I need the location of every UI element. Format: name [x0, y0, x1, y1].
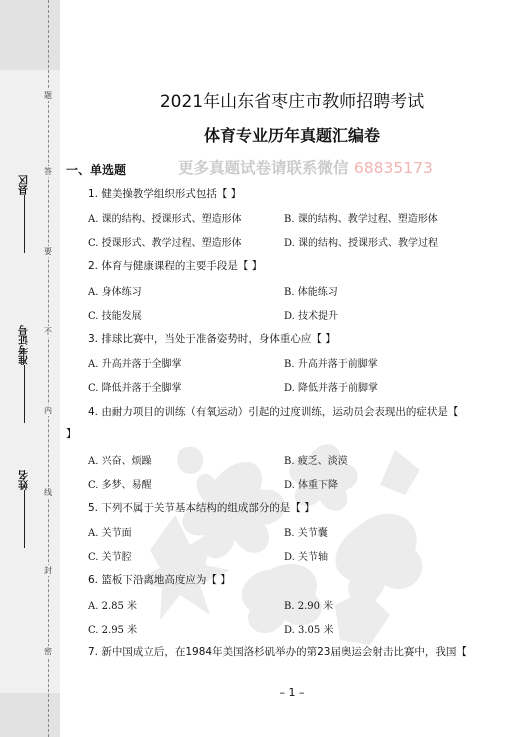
- seal-char: 答: [44, 167, 52, 176]
- question-stem: 6. 篮板下沿离地高度应为【 】: [88, 574, 231, 586]
- binding-strip: [0, 0, 60, 737]
- option-b: B. 升高并落于前脚掌: [284, 359, 378, 370]
- option-a: A. 升高并落于全脚掌: [88, 359, 182, 370]
- option-c: C. 授课形式、教学过程、塑造形体: [88, 238, 242, 249]
- option-a: A. 关节面: [88, 528, 132, 539]
- option-c: C. 关节腔: [88, 552, 132, 563]
- option-d: D. 课的结构、授课形式、教学过程: [284, 238, 439, 249]
- field-county[interactable]: [15, 175, 35, 256]
- watermark: [178, 156, 433, 178]
- page-title: 2021年山东省枣庄市教师招聘考试: [159, 92, 425, 112]
- question-stem: 7. 新中国成立后，在1984年美国洛杉矶举办的第23届奥运会射击比赛中，我国【: [88, 646, 467, 658]
- option-a: A. 2.85 米: [88, 601, 138, 612]
- seal-line: [48, 0, 49, 737]
- seal-char: 密: [44, 647, 52, 656]
- field-underline: [25, 195, 26, 253]
- field-exam-number[interactable]: [15, 325, 35, 426]
- watermark-text: 更多真题试卷请联系微信: [178, 159, 349, 177]
- option-a: A. 兴奋、烦躁: [88, 456, 152, 467]
- field-name[interactable]: [15, 470, 35, 551]
- question-stem: 5. 下列不属于关节基本结构的组成部分的是【 】: [88, 502, 315, 514]
- question-stem-continuation: 】: [66, 428, 77, 440]
- watermark-number: 68835173: [353, 159, 433, 177]
- field-underline: [25, 365, 26, 423]
- option-b: B. 关节囊: [284, 528, 328, 539]
- option-a: A. 课的结构、授课形式、塑造形体: [88, 214, 242, 225]
- option-b: B. 2.90 米: [284, 601, 334, 612]
- option-a: A. 身体练习: [88, 287, 142, 298]
- option-c: C. 多梦、易醒: [88, 480, 152, 491]
- seal-char: 封: [44, 566, 52, 575]
- option-b: B. 体能练习: [284, 287, 338, 298]
- field-label-name: 姓名: [19, 470, 31, 490]
- seal-char: 内: [44, 406, 52, 415]
- option-b: B. 课的结构、教学过程、塑造形体: [284, 214, 438, 225]
- seal-char: 线: [44, 488, 52, 497]
- page-subtitle: 体育专业历年真题汇编卷: [203, 126, 380, 145]
- option-d: D. 体重下降: [284, 480, 339, 491]
- seal-char: 题: [44, 91, 52, 100]
- option-d: D. 降低并落于前脚掌: [284, 383, 379, 394]
- seal-char: 要: [44, 247, 52, 256]
- question-stem: 1. 健美操教学组织形式包括【 】: [88, 188, 242, 200]
- question-stem: 2. 体育与健康课程的主要手段是【 】: [88, 260, 263, 272]
- option-d: D. 关节轴: [284, 552, 329, 563]
- field-underline: [25, 490, 26, 548]
- option-d: D. 3.05 米: [284, 625, 334, 636]
- question-stem: 4. 由耐力项目的训练（有氧运动）引起的过度训练，运动员会表现出的症状是【: [88, 406, 459, 418]
- strip-top-block: [0, 0, 60, 70]
- strip-bottom-block: [0, 693, 60, 737]
- page-number: – 1 –: [279, 686, 305, 699]
- option-c: C. 2.95 米: [88, 625, 138, 636]
- option-c: C. 技能发展: [88, 311, 142, 322]
- field-label-exam-number: 准考证号: [19, 325, 31, 365]
- seal-char: 不: [44, 327, 52, 336]
- option-d: D. 技术提升: [284, 311, 339, 322]
- section-title: 一、单选题: [66, 163, 127, 177]
- option-b: B. 疲乏、淡漠: [284, 456, 348, 467]
- option-c: C. 降低并落于全脚掌: [88, 383, 182, 394]
- field-label-county: 县区: [19, 175, 31, 195]
- question-stem: 3. 排球比赛中，当处于准备姿势时，身体重心应【 】: [88, 333, 336, 345]
